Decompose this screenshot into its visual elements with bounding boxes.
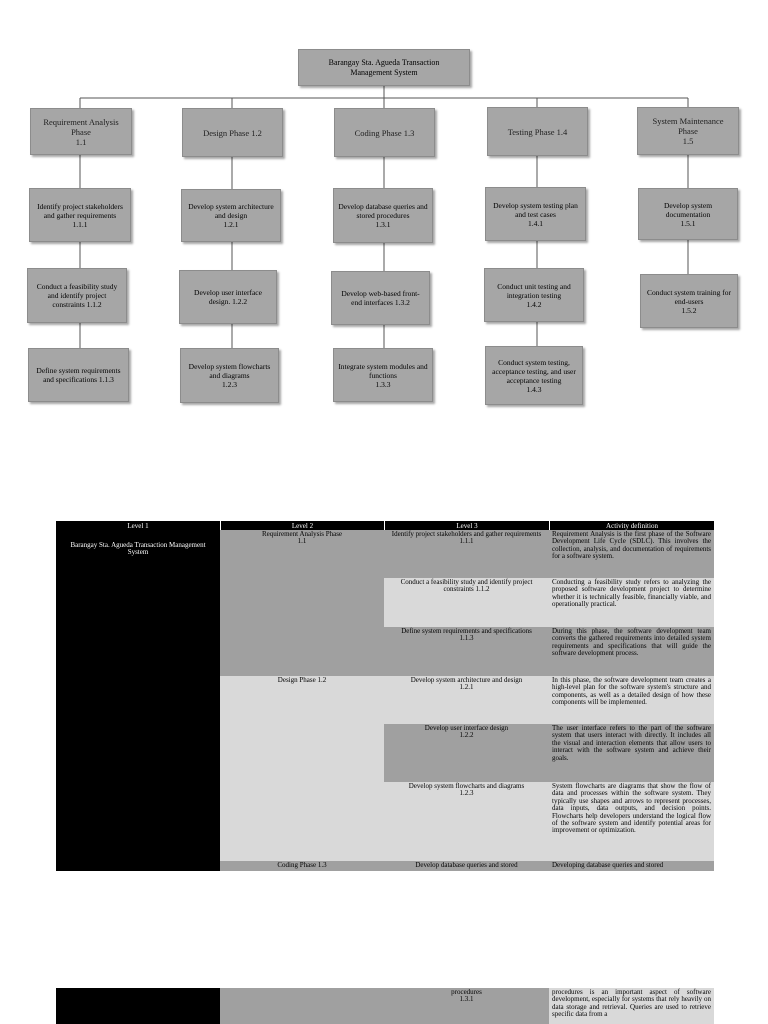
level-3-number: 1.1.1 — [459, 537, 474, 546]
task-node-1-1-3 — [28, 348, 129, 402]
level-3-label: Develop user interface design — [424, 724, 509, 732]
level-3-number: 1.1.3 — [459, 634, 474, 643]
level-2-number: 1.1 — [297, 537, 307, 546]
task-number: 1.4.1 — [528, 218, 543, 228]
level-3-number: 1.2.1 — [459, 683, 474, 692]
table-row-1-2-3-definition: System flowcharts are diagrams that show the flow of data and processes within the software system. They typically use shapes and arrows to represent processes, data inputs, data outputs, and decision points. Flowcharts help developers understand the logical flow of the software system and identify potential areas for improvement or optimization. — [549, 782, 714, 861]
task-label: Integrate system modules and functions — [338, 361, 428, 380]
root-line-1: Barangay Sta. Agueda Transaction — [328, 57, 440, 67]
task-node-1-3-2 — [331, 271, 430, 325]
task-label: Conduct a feasibility study and identify project constraints 1.1.2 — [36, 282, 118, 309]
task-number: 1.2.1 — [223, 220, 239, 229]
level-2-label: Coding Phase 1.3 — [277, 861, 327, 869]
task-node-1-5-1 — [638, 188, 738, 240]
task-label: Develop web-based front-end interfaces 1.3.2 — [341, 289, 420, 307]
task-node-1-1-2 — [27, 268, 127, 323]
phase-number: 1.1 — [75, 136, 87, 147]
header-activity-definition: Activity definition — [549, 521, 714, 530]
table-row-1-1-3-definition: During this phase, the software development team converts the gathered requirements into detailed system requirements and specifications that will guide the software development process. — [549, 627, 714, 676]
wbs-table — [56, 521, 714, 871]
table-row-1-1-2-definition: Conducting a feasibility study refers to analyzing the proposed software development project to determine whether it is technically feasible, financially viable, and operationally practical. — [549, 578, 714, 627]
phase-label: Phase — [678, 126, 698, 136]
task-node-1-4-3 — [485, 346, 583, 405]
level-2-cell-continued — [220, 988, 384, 1024]
wbs-diagram — [0, 0, 768, 420]
level-3-label: Develop system architecture and design — [410, 676, 523, 684]
task-number: 1.1.1 — [72, 219, 88, 229]
task-node-1-3-3 — [333, 348, 433, 402]
phase-node-requirement-analysis — [30, 108, 132, 155]
task-label: Develop database queries and stored procedures — [338, 202, 428, 220]
level-3-label: Develop database queries and stored — [415, 861, 518, 869]
task-label: Develop system flowcharts and diagrams — [188, 362, 271, 380]
task-number: 1.4.3 — [526, 384, 542, 394]
level-3-label: procedures — [451, 988, 482, 996]
phase-label: System Maintenance — [652, 116, 724, 126]
phase-label: Coding Phase 1.3 — [354, 127, 415, 138]
level-2-cell-coding — [220, 861, 384, 871]
level-2-label: Design Phase 1.2 — [277, 676, 327, 684]
phase-label: Requirement Analysis — [43, 116, 119, 127]
phase-node-testing — [487, 107, 588, 156]
wbs-table-continued — [56, 988, 714, 1024]
table-row-1-1-1-level3 — [384, 530, 549, 578]
level-3-label: Identify project stakeholders and gather requirements — [391, 530, 542, 538]
phase-number: 1.5 — [682, 136, 694, 146]
table-row-1-1-3-level3 — [384, 627, 549, 676]
phase-label: Design Phase 1.2 — [203, 127, 262, 138]
table-row-1-3-1-level3 — [384, 861, 549, 871]
header-level-1: Level 1 — [56, 521, 220, 530]
task-label: Develop user interface design. 1.2.2 — [194, 288, 262, 306]
level-2-cell-requirement-analysis — [220, 530, 384, 676]
task-number: 1.5.1 — [680, 218, 696, 228]
task-label: Conduct unit testing and integration testing — [497, 281, 571, 300]
level-1-cell — [56, 530, 220, 871]
task-number: 1.5.2 — [681, 305, 697, 315]
task-node-1-5-2 — [640, 274, 738, 328]
table-row-1-2-3-level3 — [384, 782, 549, 861]
wbs-root-node — [298, 49, 470, 86]
root-line-2: Management System — [350, 67, 418, 77]
phase-node-system-maintenance — [637, 107, 739, 155]
level-1-text: Barangay Sta. Agueda Transaction Management System — [70, 541, 206, 557]
phase-node-design — [182, 108, 283, 157]
table-row-1-1-2-level3 — [384, 578, 549, 627]
task-node-1-2-2 — [179, 270, 277, 324]
phase-label: Testing Phase 1.4 — [507, 126, 568, 137]
level-1-cell-continued — [56, 988, 220, 1024]
level-3-number: 1.2.2 — [459, 731, 474, 740]
task-node-1-2-1 — [181, 189, 281, 242]
task-node-1-4-1 — [485, 187, 586, 241]
level-3-label: Define system requirements and specifications — [401, 627, 532, 635]
task-node-1-3-1 — [333, 188, 433, 243]
level-2-label: Requirement Analysis Phase — [261, 530, 343, 538]
table-row-1-1-1-definition: Requirement Analysis is the first phase of the Software Development Life Cycle (SDLC). This involves the collection, analysis, and documentation of requirements for a software system. — [549, 530, 714, 578]
header-level-3: Level 3 — [384, 521, 549, 530]
phase-node-coding — [334, 108, 435, 157]
level-3-label: Develop system flowcharts and diagrams — [408, 782, 525, 790]
task-node-1-1-1 — [29, 188, 131, 242]
task-number: 1.2.3 — [222, 380, 237, 389]
table-row-1-2-2-level3 — [384, 724, 549, 782]
table-row-continued-level3 — [384, 988, 549, 1024]
table-row-1-2-1-definition: In this phase, the software development team creates a high-level plan for the software system's structure and components, as well as a detailed design of how these components will be implemented. — [549, 676, 714, 724]
table-row-1-3-1-definition: Developing database queries and stored — [549, 861, 714, 871]
task-number: 1.3.1 — [375, 220, 391, 229]
task-label: Conduct system testing, acceptance testing, and user acceptance testing — [492, 357, 576, 385]
header-level-2: Level 2 — [220, 521, 384, 530]
task-label: Conduct system training for end-users — [647, 287, 731, 306]
task-node-1-2-3 — [180, 348, 279, 403]
level-2-cell-design — [220, 676, 384, 861]
task-node-1-4-2 — [484, 268, 584, 322]
table-row-1-2-2-definition: The user interface refers to the part of the software system that users interact with directly. It includes all the visual and interaction elements that allow users to interact with the software system and achieve their goals. — [549, 724, 714, 782]
level-3-number: 1.3.1 — [459, 995, 474, 1004]
level-3-number: 1.2.3 — [459, 789, 474, 798]
task-label: Define system requirements and specifications 1.1.3 — [36, 366, 121, 384]
task-label: Develop system testing plan and test cases — [493, 200, 578, 219]
table-header-row — [56, 521, 714, 530]
phase-label: Phase — [71, 126, 91, 137]
task-number: 1.4.2 — [526, 299, 542, 309]
table-row-1-2-1-level3 — [384, 676, 549, 724]
table-row-continued-definition: procedures is an important aspect of software development, especially for systems that rely heavily on data storage and retrieval. Queries are used to retrieve specific data from a — [549, 988, 714, 1024]
task-number: 1.3.3 — [375, 379, 391, 389]
task-label: Develop system architecture and design — [188, 202, 274, 220]
task-label: Identify project stakeholders and gather requirements — [37, 201, 123, 220]
level-3-label: Conduct a feasibility study and identify project constraints 1.1.2 — [400, 578, 533, 594]
task-label: Develop system documentation — [663, 200, 713, 219]
